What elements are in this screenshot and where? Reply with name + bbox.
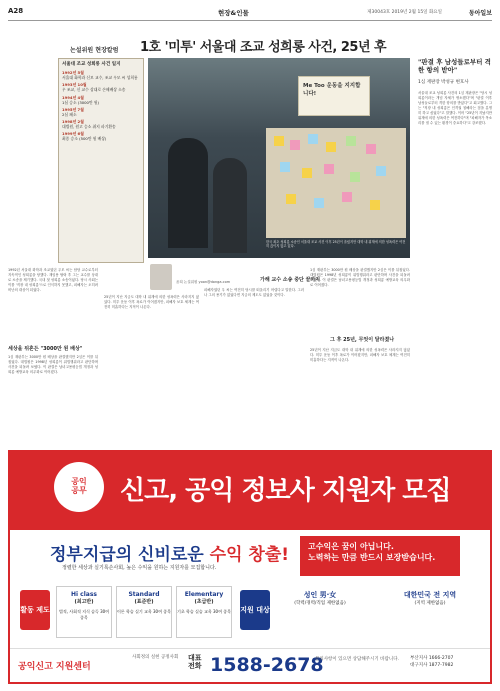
sidebar-title: "판결 후 남성들로부터 격한 항의 받아" xyxy=(418,58,491,75)
timeline-box xyxy=(58,58,144,263)
newspaper-name: 동아일보 xyxy=(468,10,492,17)
class-card: Standard (표준반) 이론 학습 실기 교육 30여 종목 xyxy=(116,586,172,638)
ad-badge: 공익 공무 xyxy=(54,462,104,512)
ad-target-label: 지원 대상 xyxy=(240,590,270,630)
subheading: 가해 교수 소송 중단 끝까지 xyxy=(260,277,321,283)
section-title: 현장&인물 xyxy=(218,9,249,17)
article-column: 1992년 서울대 화학과 조교였던 우모 씨는 담당 교수로부터 지속적인 성희롱을 당했다. 재임용 탈락 후 그는 교수를 상대로 소송을 제기했다. 국내 첫 성희롱 소송이었다. 당시 사회는 이를 '직장 내 성희롱'으로 인식하지 못했고, 피해자는 오히려 비난의 대상이 되었다. xyxy=(8,268,98,292)
target-region: 대한민국 전 지역 (지역 제한없음) xyxy=(403,591,457,606)
subheading: 그 후 25년, 무엇이 달라졌나 xyxy=(330,337,395,343)
ad-banner xyxy=(10,452,490,530)
article-column: 1심 재판부는 3000만 원 배상을 판결했지만 2심은 이를 뒤집었다. 대법원은 1998년 성희롱이 위법행위라고 판단하며 사건을 되돌려 보냈다. 이 판결은 남녀고용평등법 개정과 성희롱 예방교육 의무화로 이어졌다. xyxy=(310,268,410,287)
issue-meta: 제30043호 2019년 2월 15일 화요일 xyxy=(367,10,442,15)
photo-caption: 한국 최초 성희롱 소송인 서울대 조교 사건 이후 25년이 흘렀지만 대학 내 위계에 의한 성폭력은 여전히 끊이지 않고 있다. xyxy=(266,240,406,249)
center-name: 공익신고 지원센터 xyxy=(18,662,91,672)
article-column: 1심 재판부는 3000만 원 배상을 판결했지만 2심은 이를 뒤집었다. 대법원은 1998년 성희롱이 위법행위라고 판단하며 사건을 되돌려 보냈다. 이 판결은 남녀고용평등법 개정과 성희롱 예방교육 의무화로 이어졌다. xyxy=(8,355,98,374)
phone-label: 대표 전화 xyxy=(188,654,202,670)
advertisement[interactable] xyxy=(8,450,492,684)
sticky-note xyxy=(274,136,284,146)
metoo-sign: Me Too 운동을 지지합니다! xyxy=(298,76,370,116)
news-photo xyxy=(148,58,410,258)
author-portrait xyxy=(150,264,172,290)
timeline-event: 1994년 4월 1심 승소 (3000만 원) xyxy=(62,94,100,105)
target-group: 성인 男·女 (학력/경력/직업 제한없음) xyxy=(294,591,346,606)
headline: 1호 '미투' 서울대 조교 성희롱 사건, 25년 후 xyxy=(140,40,387,55)
subheading: 세상을 뒤흔든 "3000만 원 배상" xyxy=(8,346,83,352)
ad-callout: 고수익은 꿈이 아닙니다. 노력하는 만큼 반드시 보장받습니다. xyxy=(300,536,460,576)
sticky-note xyxy=(370,200,380,210)
sidebar-body: 서울대 조교 성희롱 사건의 1심 재판장은 "당시 성희롱이라는 개념 자체가 생소했다"며 "판결 이후 남성들로부터 격한 항의를 받았다"고 회고했다. 그는 "직장 내 성희롱은 인격권 침해라는 점을 분명히 하고 싶었다"고 말했다. 이어 "25년이 지났지만 위계에 의한 성폭력은 여전하다"며 "피해자가 목소리를 낼 수 있는 환경이 중요하다"고 강조했다. xyxy=(418,90,493,125)
sticky-note xyxy=(350,172,360,182)
interview-sidebar xyxy=(418,58,492,125)
sticky-note xyxy=(366,144,376,154)
byline: 윤희 논설위원 yoon@donga.com xyxy=(176,280,231,284)
class-card: Hi class (최고반) 법적, 사회적 지식 습득 30여 종목 xyxy=(56,586,112,638)
sticky-note xyxy=(342,192,352,202)
sticky-note xyxy=(314,198,324,208)
timeline-event: 1993년 10월 우 조교, 신 교수 상대로 손해배상 소송 xyxy=(62,82,126,93)
article-column: 25년이 지난 지금도 대학 내 위계에 의한 성폭력은 사라지지 않았다. 미투 운동 이후 폭로가 이어졌지만, 피해자 보호 체계는 여전히 미흡하다는 지적이 나온다. xyxy=(310,348,410,362)
sticky-note xyxy=(280,162,290,172)
sticky-note xyxy=(302,168,312,178)
sticky-note xyxy=(376,166,386,176)
timeline-event: 1998년 2월 대법원, 원고 승소 취지 파기환송 xyxy=(62,119,116,130)
ad-activity-label: 활동 제도 xyxy=(20,590,50,630)
page-header xyxy=(8,7,492,21)
branch-list: 부산지사 1666-2707 대구지사 1877-7982 xyxy=(410,656,454,669)
article-column: 피해자였던 우 씨는 여전히 당시를 떠올리기 어렵다고 말한다. 그러나 그의 용기가 없었다면 지금의 제도도 없었을 것이다. xyxy=(204,288,304,297)
center-slogan: 사회정의 실현 공정사회 xyxy=(132,655,179,660)
class-card: Elementary (초급반) 기초 학습 실습 교육 30여 종목 xyxy=(176,586,232,638)
ad-title: 신고, 공익 정보사 지원자 모집 xyxy=(120,476,451,506)
ad-description: 정렬한 세상과 실기록손사회, 높은 수익을 원하는 지원자를 모집합니다. xyxy=(62,565,217,571)
ad-footer xyxy=(10,648,490,682)
sticky-note xyxy=(326,142,336,152)
sticky-note xyxy=(346,136,356,146)
person-silhouette xyxy=(213,158,247,253)
page-number: A28 xyxy=(8,7,24,15)
timeline-event: 1992년 5월 서울대 화학과 신모 교수, 조교 우모 씨 성희롱 xyxy=(62,70,138,81)
timeline-event: 1999년 6월 최종 승소 (500만 원 배상) xyxy=(62,131,107,142)
person-silhouette xyxy=(168,138,208,248)
contact-note: 문의사항이 있으면 상담해주시기 바랍니다. xyxy=(315,657,399,662)
timeline-event: 1995년 7월 2심 패소 xyxy=(62,106,84,117)
phone-number[interactable]: 1588-2678 xyxy=(210,654,324,676)
sticky-note xyxy=(308,134,318,144)
timeline-title: 서울대 조교 성희롱 사건 일지 xyxy=(62,62,121,67)
ad-headline: 정부지급의 신비로운 수익 창출! xyxy=(50,545,289,565)
sidebar-subtitle: 1심 재판장 박성규 변호사 xyxy=(418,79,469,85)
notice-board xyxy=(266,128,406,238)
sticky-note xyxy=(290,140,300,150)
sticky-note xyxy=(324,164,334,174)
column-tag: 논설위원 현장칼럼 xyxy=(70,47,119,54)
sticky-note xyxy=(286,194,296,204)
article-column: 25년이 지난 지금도 대학 내 위계에 의한 성폭력은 사라지지 않았다. 미투 운동 이후 폭로가 이어졌지만, 피해자 보호 체계는 여전히 미흡하다는 지적이 나온다. xyxy=(104,295,199,309)
